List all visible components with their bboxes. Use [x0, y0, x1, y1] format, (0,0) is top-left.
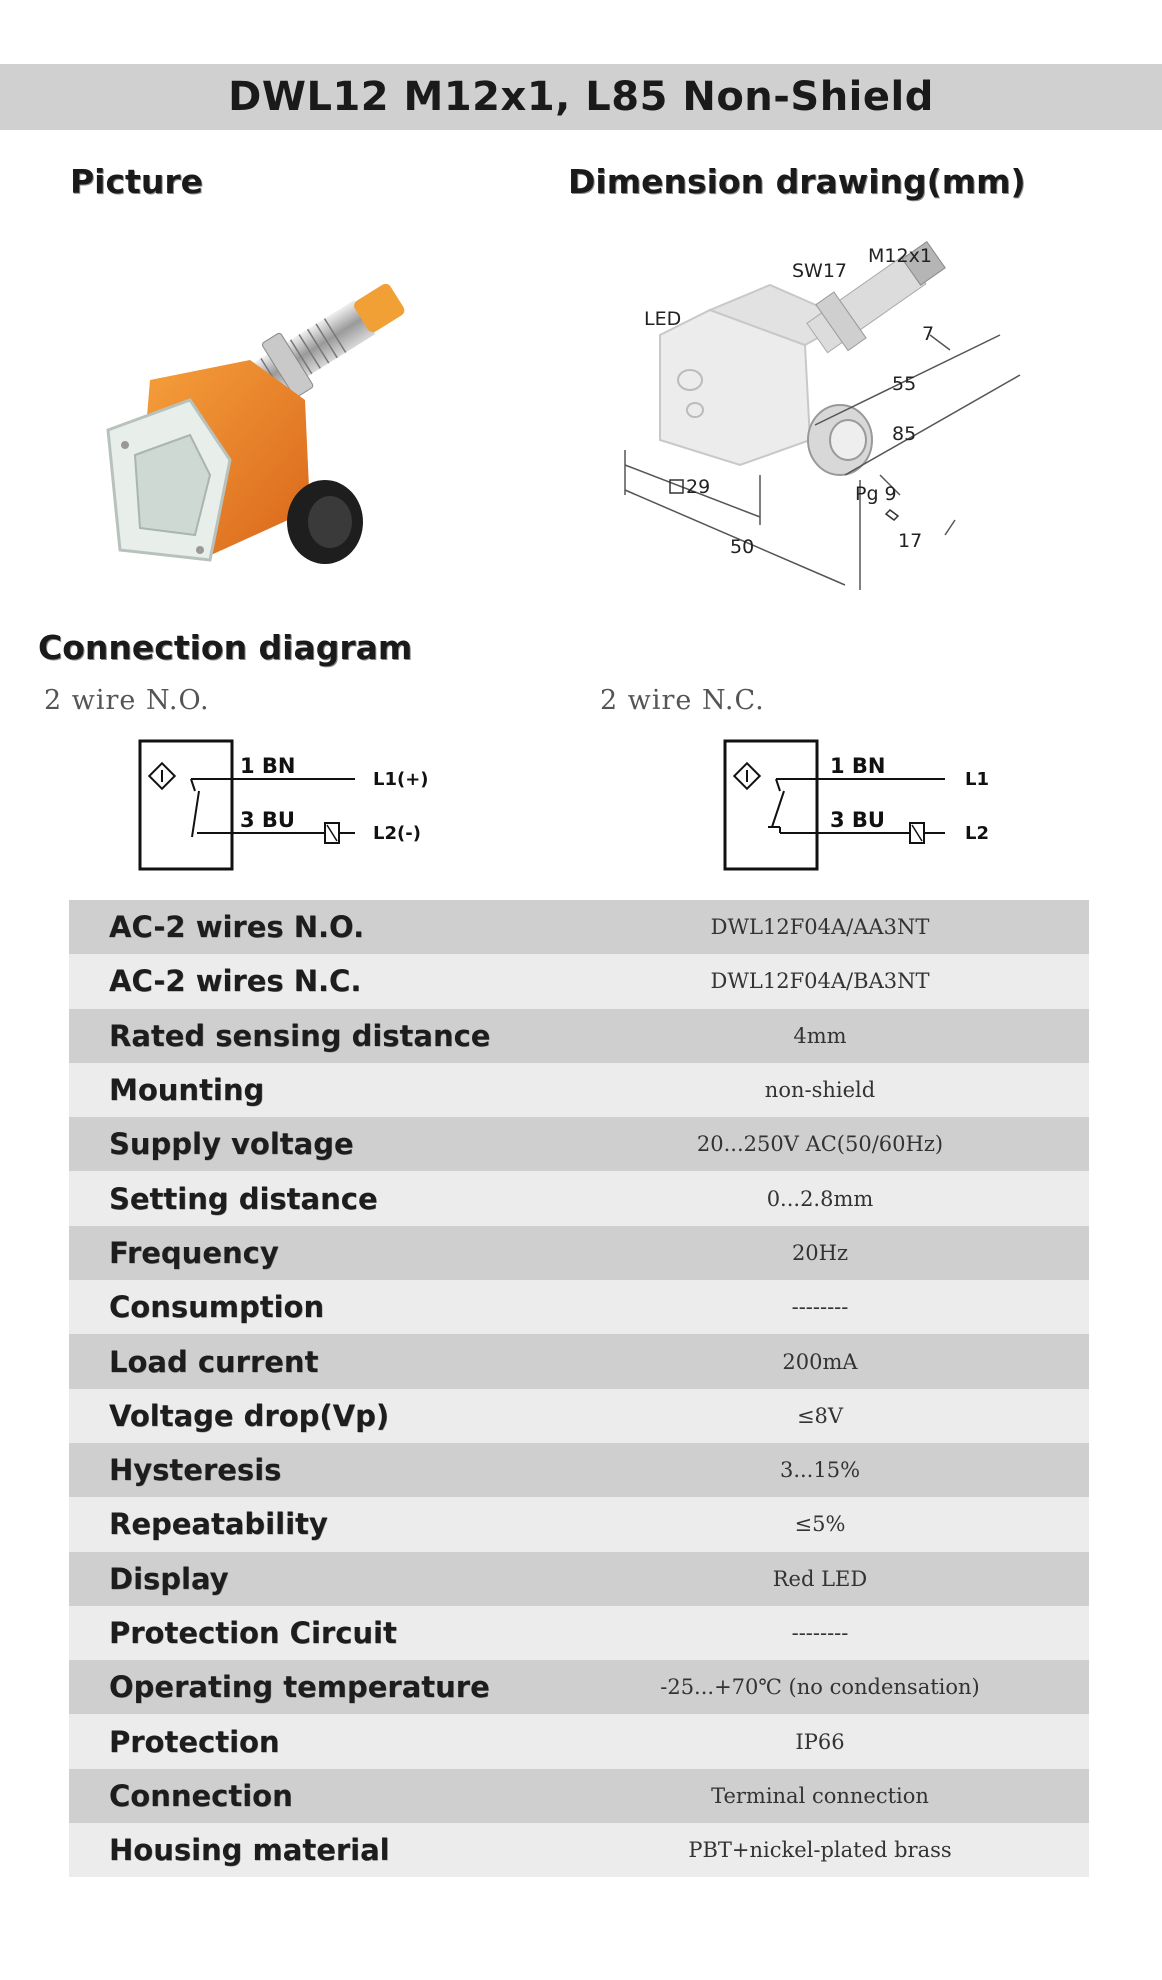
- spec-label: AC-2 wires N.C.: [109, 964, 362, 999]
- dim-85: 85: [892, 423, 917, 445]
- diagram-nc: [720, 735, 1030, 879]
- sw-label: SW17: [792, 260, 848, 282]
- dim-50: 50: [730, 536, 755, 558]
- dim-17: 17: [898, 530, 923, 552]
- wire2-label: 3 BU: [830, 808, 885, 832]
- spec-label: Voltage drop(Vp): [109, 1398, 390, 1433]
- spec-label: Consumption: [109, 1290, 325, 1325]
- spec-value: 3...15%: [779, 1458, 861, 1483]
- wire1-label: 1 BN: [240, 754, 296, 778]
- page-title: DWL12 M12x1, L85 Non-Shield: [0, 64, 1162, 130]
- spec-value: ≤8V: [796, 1403, 844, 1428]
- pg-label: Pg 9: [855, 483, 897, 505]
- spec-label: Mounting: [109, 1073, 265, 1108]
- term1-label: L1(+): [373, 769, 429, 790]
- term1-label: L1: [965, 769, 989, 790]
- spec-label: Load current: [109, 1344, 319, 1379]
- connection-heading: Connection diagram: [38, 628, 413, 667]
- table-row: [69, 1823, 1089, 1877]
- table-row: [69, 1443, 1089, 1497]
- spec-label: Protection: [109, 1724, 280, 1759]
- spec-value: --------: [791, 1295, 849, 1320]
- table-row: [69, 1171, 1089, 1225]
- spec-table: [69, 900, 1089, 1877]
- table-row: [69, 1389, 1089, 1443]
- spec-value: 20...250V AC(50/60Hz): [696, 1132, 944, 1157]
- spec-value: DWL12F04A/AA3NT: [710, 915, 930, 940]
- spec-value: IP66: [795, 1729, 845, 1754]
- spec-value: 4mm: [793, 1023, 847, 1048]
- diagram-no: [135, 735, 445, 879]
- spec-value: Terminal connection: [711, 1783, 929, 1808]
- spec-label: AC-2 wires N.O.: [109, 910, 365, 945]
- spec-label: Protection Circuit: [109, 1616, 397, 1650]
- table-row: [69, 1226, 1089, 1280]
- led-label: LED: [644, 308, 682, 330]
- spec-value: PBT+nickel-plated brass: [688, 1838, 952, 1863]
- table-row: [69, 1606, 1089, 1660]
- table-row: [69, 1552, 1089, 1606]
- dim-29: 29: [686, 476, 711, 498]
- table-row: [69, 1769, 1089, 1823]
- dim-55: 55: [892, 373, 917, 395]
- spec-value: -25...+70℃ (no condensation): [660, 1675, 980, 1700]
- spec-value: non-shield: [764, 1078, 876, 1103]
- spec-value: --------: [791, 1621, 849, 1645]
- wrench-icon: [886, 510, 898, 520]
- table-row: [69, 1334, 1089, 1388]
- dimension-drawing: [600, 225, 1070, 605]
- term2-label: L2: [965, 823, 989, 844]
- table-row: [69, 1497, 1089, 1551]
- diagram-nc-title: 2 wire N.C.: [600, 685, 765, 716]
- spec-label: Repeatability: [109, 1507, 328, 1542]
- product-photo: [80, 260, 440, 580]
- spec-label: Setting distance: [109, 1181, 378, 1216]
- term2-label: L2(-): [373, 823, 421, 844]
- table-row: [69, 1117, 1089, 1171]
- spec-value: ≤5%: [794, 1512, 846, 1537]
- diagram-no-title: 2 wire N.O.: [44, 685, 210, 716]
- table-row: [69, 900, 1089, 954]
- wire2-label: 3 BU: [240, 808, 295, 832]
- spec-label: Supply voltage: [109, 1127, 354, 1162]
- dimension-heading: Dimension drawing(mm): [568, 162, 1026, 201]
- spec-label: Hysteresis: [109, 1453, 282, 1488]
- spec-value: 0...2.8mm: [766, 1186, 874, 1211]
- table-row: [69, 954, 1089, 1008]
- thread-label: M12x1: [868, 245, 932, 267]
- spec-label: Connection: [109, 1778, 293, 1813]
- dim-7: 7: [922, 323, 935, 345]
- spec-value: 20Hz: [791, 1240, 849, 1265]
- table-row: [69, 1714, 1089, 1768]
- spec-label: Frequency: [109, 1235, 279, 1270]
- spec-label: Housing material: [109, 1833, 390, 1868]
- spec-value: 200mA: [782, 1349, 858, 1374]
- table-row: [69, 1660, 1089, 1714]
- spec-value: DWL12F04A/BA3NT: [710, 969, 930, 994]
- picture-heading: Picture: [70, 162, 203, 201]
- table-row: [69, 1063, 1089, 1117]
- spec-label: Display: [109, 1561, 229, 1596]
- table-row: [69, 1280, 1089, 1334]
- spec-value: Red LED: [772, 1566, 868, 1591]
- spec-label: Operating temperature: [109, 1670, 490, 1705]
- spec-label: Rated sensing distance: [109, 1018, 491, 1053]
- wire1-label: 1 BN: [830, 754, 886, 778]
- table-row: [69, 1009, 1089, 1063]
